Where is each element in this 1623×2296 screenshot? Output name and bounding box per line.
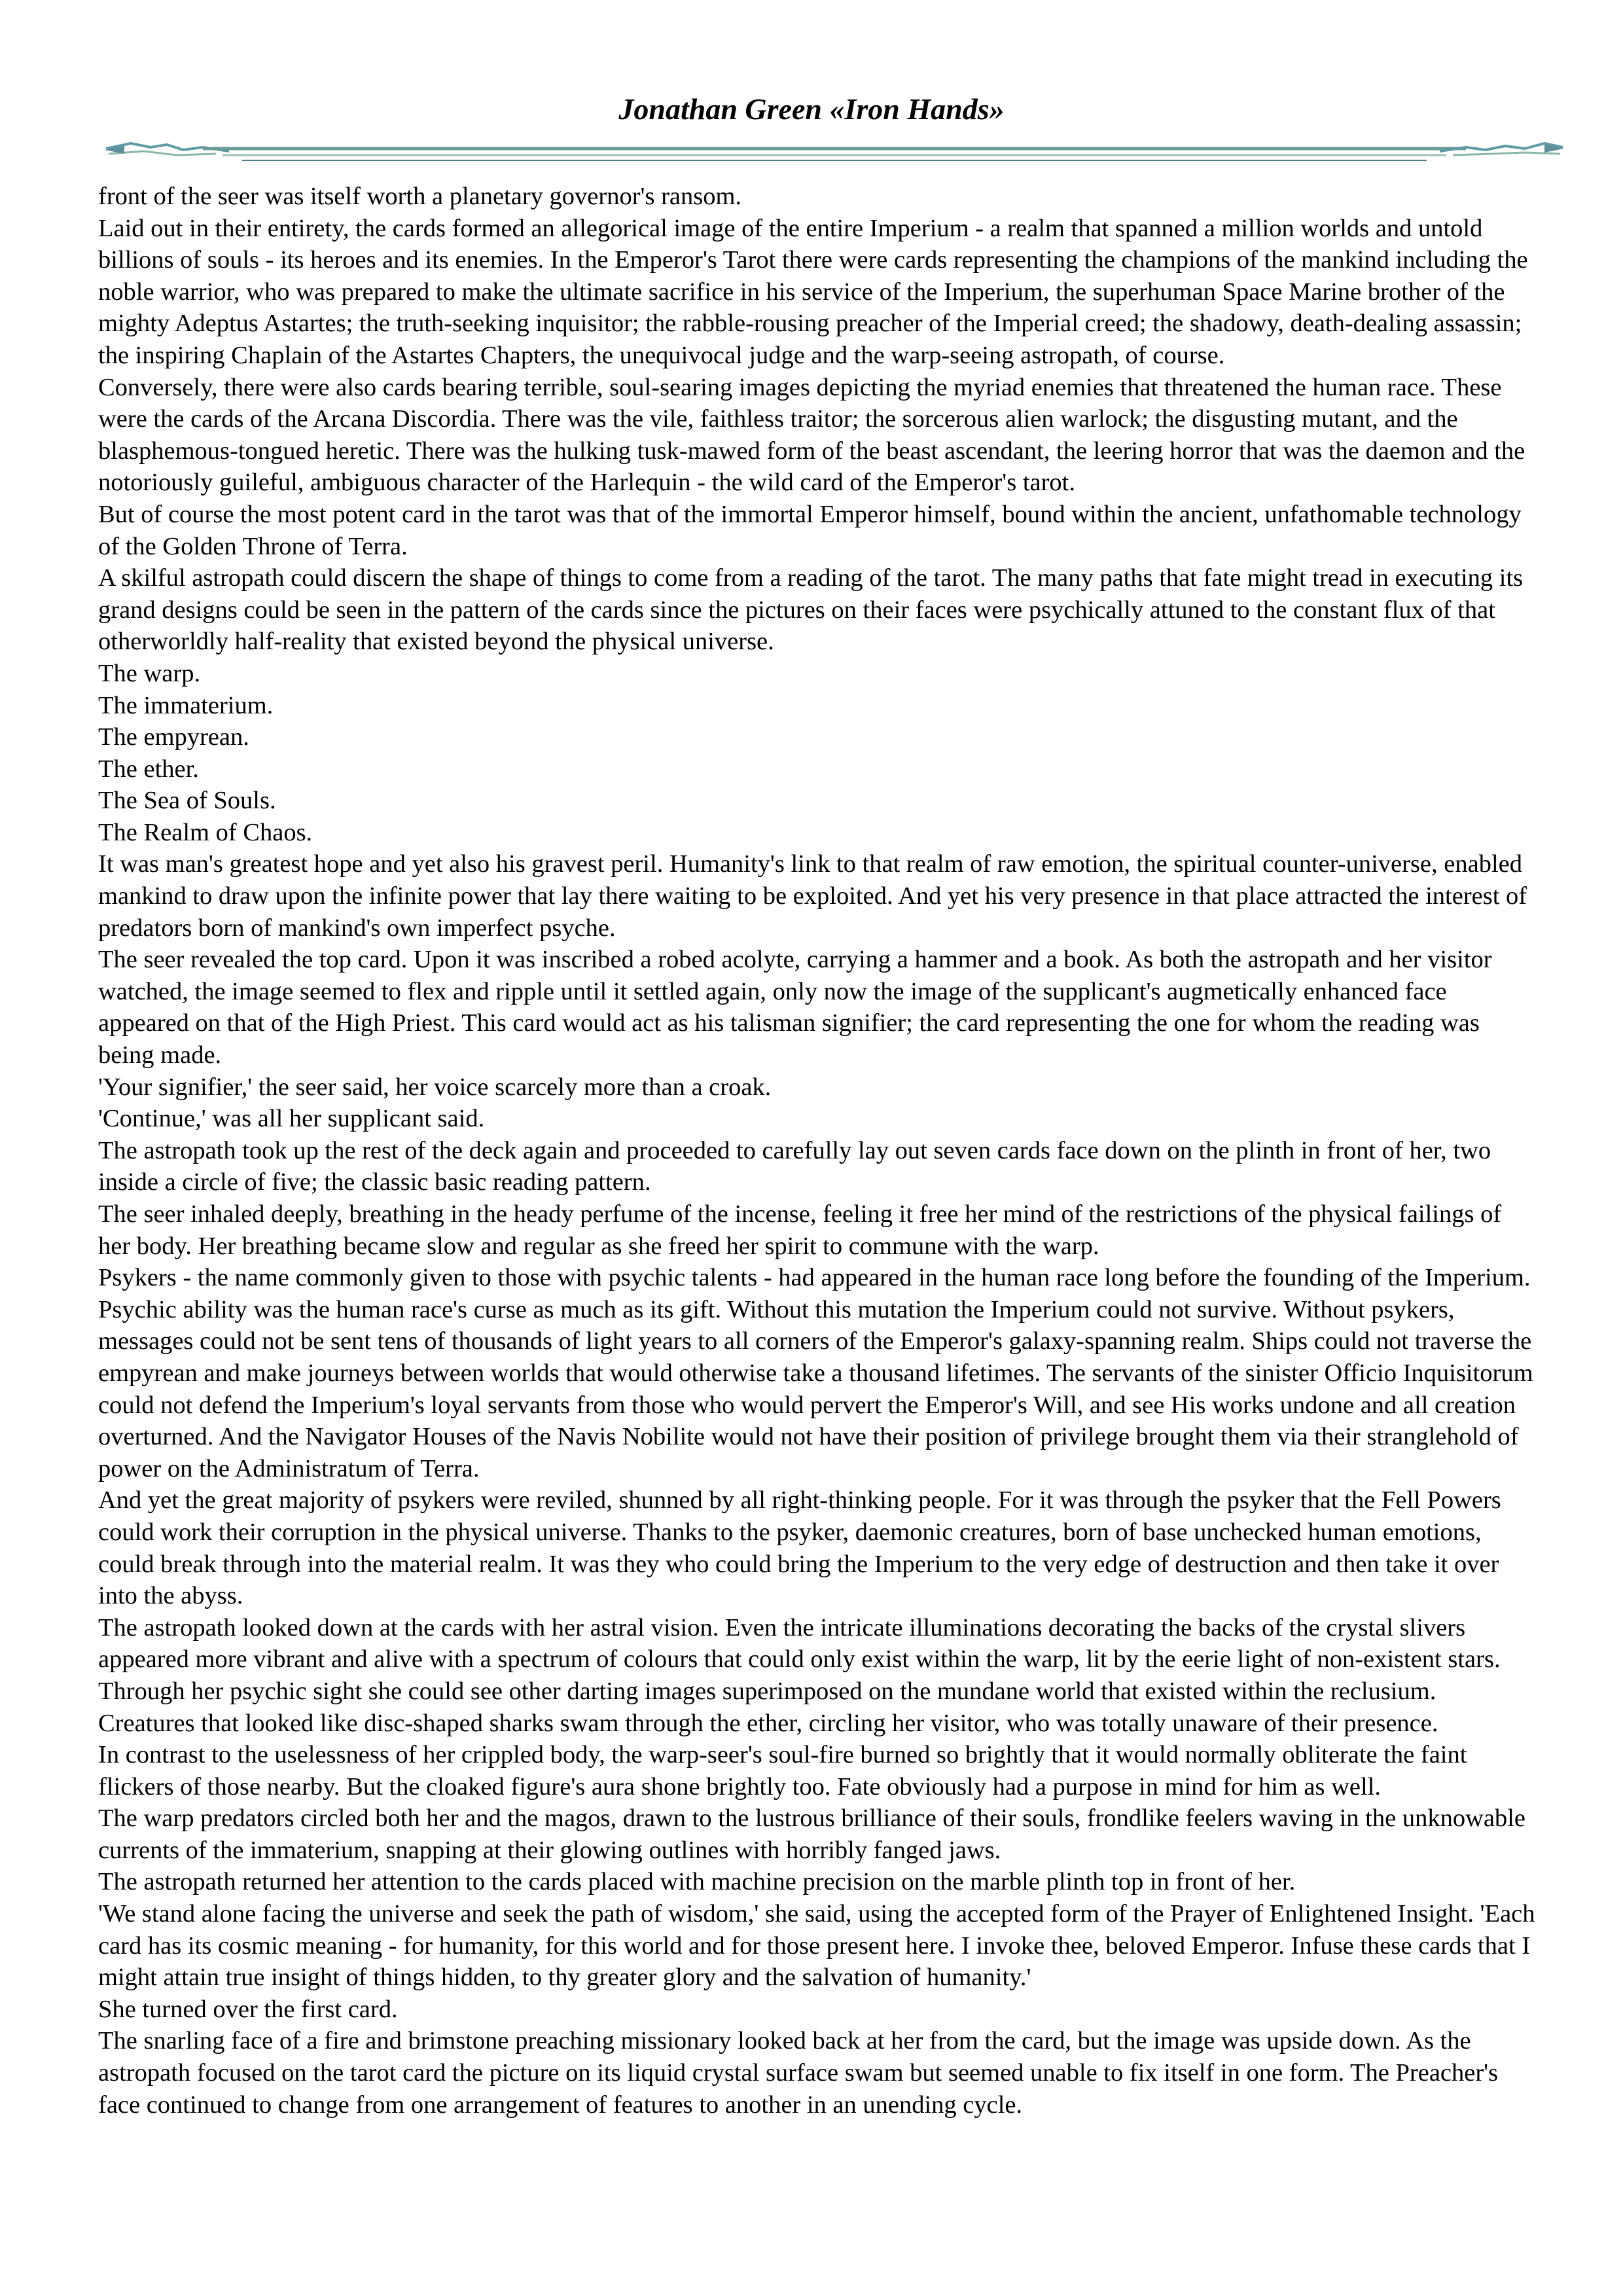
paragraph: But of course the most potent card in the tarot was that of the immortal Emperor himself, bound within the ancient, unfathomable technology of the Golden Throne of Terra. bbox=[98, 500, 1522, 560]
paragraph: The warp predators circled both her and the magos, drawn to the lustrous brilliance of their souls, frondlike feelers waving in the unknowable currents of the immaterium, snapping at their glowing outlines with horribly fanged jaws. bbox=[98, 1804, 1526, 1864]
paragraph: A skilful astropath could discern the shape of things to come from a reading of the tarot. The many paths that fate might tread in executing its grand designs could be seen in the pattern of the cards since the pictures on their faces were psychically attuned to the constant flux of that otherworldly half-reality that existed beyond the physical universe. bbox=[98, 564, 1524, 656]
paragraph: The seer revealed the top card. Upon it was inscribed a robed acolyte, carrying a hammer and a book. As both the astropath and her visitor watched, the image seemed to flex and ripple until it settled again, only now the image of the supplicant's augmetically enhanced face appeared on that of the High Priest. This card would act as his talisman signifier; the card representing the one for whom the reading was being made. bbox=[98, 946, 1492, 1069]
paragraph: 'Continue,' was all her supplicant said. bbox=[98, 1105, 485, 1133]
paragraph: front of the seer was itself worth a planetary governor's ransom. bbox=[98, 183, 742, 210]
paragraph: The warp. bbox=[98, 659, 201, 687]
paragraph: The astropath took up the rest of the deck again and proceeded to carefully lay out seven cards face down on the plinth in front of her, two inside a circle of five; the classic basic reading pattern. bbox=[98, 1136, 1491, 1196]
body-text bbox=[98, 181, 1538, 2121]
paragraph: The empyrean. bbox=[98, 723, 249, 751]
paragraph: Conversely, there were also cards bearing terrible, soul-searing images depicting the myriad enemies that threatened the human race. These were the cards of the Arcana Discordia. There was the vile, faithless traitor; the sorcerous alien warlock; the disgusting mutant, and the blasphemous-tongued heretic. There was the hulking tusk-mawed form of the beast ascendant, the leering horror that was the daemon and the notoriously guileful, ambiguous character of the Harlequin - the wild card of the Emperor's tarot. bbox=[98, 373, 1525, 497]
paragraph: The Realm of Chaos. bbox=[98, 818, 313, 846]
running-header: Jonathan Green «Iron Hands» bbox=[618, 92, 1005, 126]
paragraph: Through her psychic sight she could see other darting images superimposed on the mundane world that existed within the reclusium. Creatures that looked like disc-shaped sharks swam through the ether, circling her visitor, who was totally unaware of their presence. bbox=[98, 1677, 1438, 1737]
paragraph: She turned over the first card. bbox=[98, 1995, 398, 2023]
paragraph: The immaterium. bbox=[98, 691, 274, 719]
paragraph: The snarling face of a fire and brimstone preaching missionary looked back at her from the card, but the image was upside down. As the astropath focused on the tarot card the picture on its liquid crystal surface swam but seemed unable to fix itself in one form. The Preacher's face continued to change from one arrangement of features to another in an unending cycle. bbox=[98, 2027, 1499, 2119]
paragraph: 'We stand alone facing the universe and seek the path of wisdom,' she said, using the accepted form of the Prayer of Enlightened Insight. 'Each card has its cosmic meaning - for humanity, for this world and for those present here. I invoke thee, beloved Emperor. Infuse these cards that I might attain true insight of things hidden, to thy greater glory and the salvation of humanity.' bbox=[98, 1900, 1535, 1992]
paragraph: And yet the great majority of psykers were reviled, shunned by all right-thinking people. For it was through the psyker that the Fell Powers could work their corruption in the physical universe. Thanks to the psyker, daemonic creatures, born of base unchecked human emotions, could break through into the material realm. It was they who could bring the Imperium to the very edge of destruction and then take it over into the abyss. bbox=[98, 1486, 1501, 1610]
paragraph: The ether. bbox=[98, 755, 199, 783]
paragraph: Psykers - the name commonly given to those with psychic talents - had appeared in the human race long before the founding of the Imperium. Psychic ability was the human race's curse as much as its gift. Without this mutation the Imperium could not survive. Without psykers, messages could not be sent tens of thousands of light years to all corners of the Emperor's galaxy-spanning realm. Ships could not traverse the empyrean and make journeys between worlds that would otherwise take a thousand lifetimes. The servants of the sinister Officio Inquisitorum could not defend the Imperium's loyal servants from those who would pervert the Emperor's Will, and see His works undone and all creation overturned. And the Navigator Houses of the Navis Nobilite would not have their position of privilege brought them via their stranglehold of power on the Administratum of Terra. bbox=[98, 1264, 1533, 1482]
paragraph: The Sea of Souls. bbox=[98, 787, 276, 815]
paragraph: It was man's greatest hope and yet also his gravest peril. Humanity's link to that realm of raw emotion, the spiritual counter-universe, enabled mankind to draw upon the infinite power that lay there waiting to be exploited. And yet his very presence in that place attracted the interest of predators born of mankind's own imperfect psyche. bbox=[98, 850, 1527, 942]
paragraph: The astropath looked down at the cards with her astral vision. Even the intricate illuminations decorating the backs of the crystal slivers appeared more vibrant and alive with a spectrum of colours that could only exist within the warp, lit by the eerie light of non-existent stars. bbox=[98, 1613, 1501, 1674]
paragraph: The seer inhaled deeply, breathing in the heady perfume of the incense, feeling it free her mind of the restrictions of the physical failings of her body. Her breathing became slow and regular as she freed her spirit to commune with the warp. bbox=[98, 1200, 1502, 1260]
header-divider-ornament bbox=[105, 134, 1564, 173]
paragraph: In contrast to the uselessness of her crippled body, the warp-seer's soul-fire burned so brightly that it would normally obliterate the faint flickers of those nearby. But the cloaked figure's aura shone brightly too. Fate obviously had a purpose in mind for him as well. bbox=[98, 1741, 1467, 1801]
paragraph: Laid out in their entirety, the cards formed an allegorical image of the entire Imperium - a realm that spanned a million worlds and untold billions of souls - its heroes and its enemies. In the Emperor's Tarot there were cards representing the champions of the mankind including the noble warrior, who was prepared to make the ultimate sacrifice in his service of the Imperium, the superhuman Space Marine brother of the mighty Adeptus Astartes; the truth-seeking inquisitor; the rabble-rousing preacher of the Imperial creed; the shadowy, death-dealing assassin; the inspiring Chaplain of the Astartes Chapters, the unequivocal judge and the warp-seeing astropath, of course. bbox=[98, 214, 1528, 369]
paragraph: 'Your signifier,' the seer said, her voice scarcely more than a croak. bbox=[98, 1073, 772, 1101]
paragraph: The astropath returned her attention to the cards placed with machine precision on the marble plinth top in front of her. bbox=[98, 1868, 1296, 1896]
